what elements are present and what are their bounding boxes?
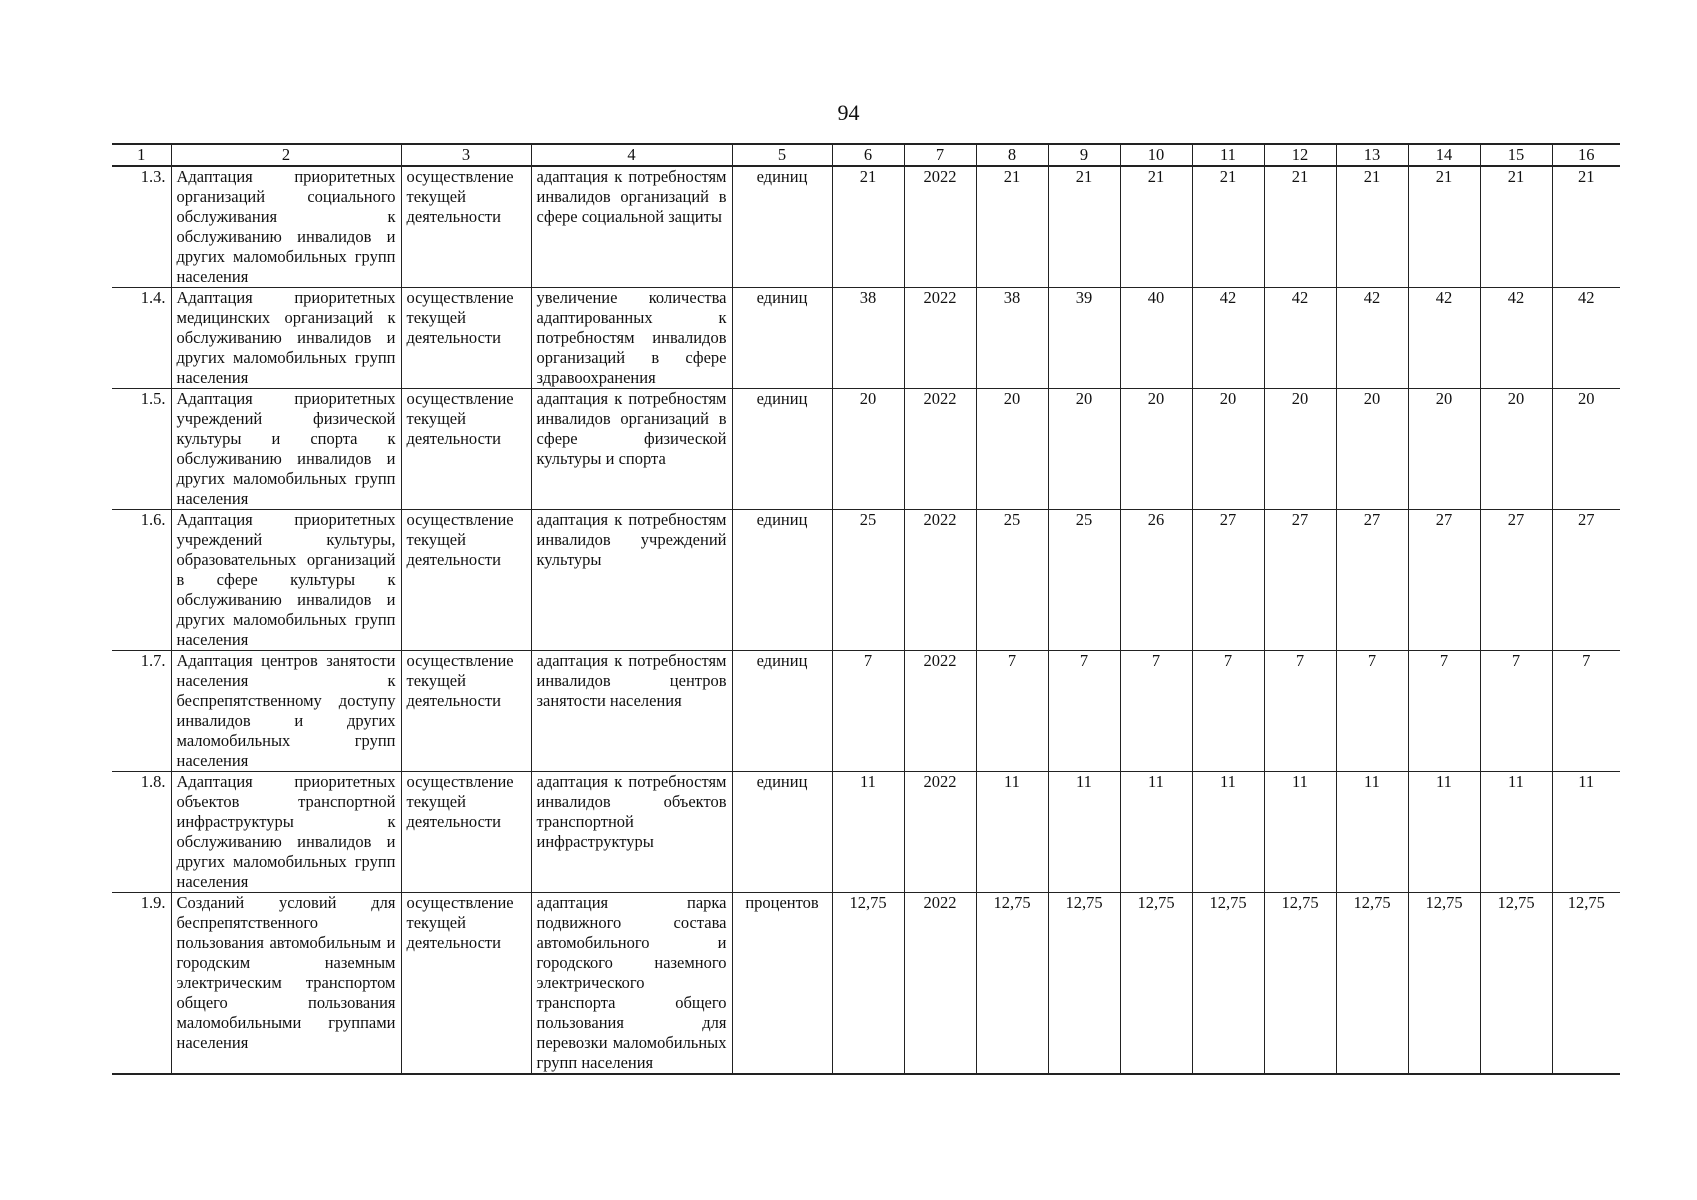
- table-row: [112, 651, 1620, 772]
- value-col-6: 12,75: [832, 893, 904, 1075]
- value-col-13: 20: [1336, 389, 1408, 510]
- row-number: 1.7.: [112, 651, 171, 772]
- value-col-10: 21: [1120, 166, 1192, 288]
- value-col-12: 12,75: [1264, 893, 1336, 1075]
- page-number: 94: [837, 100, 860, 125]
- row-number: 1.3.: [112, 166, 171, 288]
- value-col-16: 11: [1552, 772, 1620, 893]
- value-col-7: 2022: [904, 651, 976, 772]
- value-col-15: 11: [1480, 772, 1552, 893]
- value-col-14: 12,75: [1408, 893, 1480, 1075]
- value-col-9: 20: [1048, 389, 1120, 510]
- header-row: [112, 144, 1620, 166]
- table-row: [112, 166, 1620, 288]
- measure-description: адаптация к потребностям инвалидов центров занятости населения: [531, 651, 732, 772]
- column-header-5: 5: [732, 144, 832, 166]
- value-col-12: 27: [1264, 510, 1336, 651]
- column-header-9: 9: [1048, 144, 1120, 166]
- measure-name: Созданий условий для беспрепятственного пользования автомобильным и городским наземным электрическим транспортом общего пользования маломобильными группами населения: [171, 893, 401, 1075]
- measure-name: Адаптация приоритетных объектов транспортной инфраструктуры к обслуживанию инвалидов и других маломобильных групп населения: [171, 772, 401, 893]
- unit-of-measure: единиц: [732, 651, 832, 772]
- row-number: 1.4.: [112, 288, 171, 389]
- measure-description: адаптация парка подвижного состава автомобильного и городского наземного электрического транспорта общего пользования для перевозки маломобильных групп населения: [531, 893, 732, 1075]
- table-row: [112, 389, 1620, 510]
- column-header-12: 12: [1264, 144, 1336, 166]
- value-col-10: 20: [1120, 389, 1192, 510]
- measure-description: адаптация к потребностям инвалидов организаций в сфере социальной защиты: [531, 166, 732, 288]
- column-header-10: 10: [1120, 144, 1192, 166]
- value-col-14: 20: [1408, 389, 1480, 510]
- value-col-12: 7: [1264, 651, 1336, 772]
- value-col-13: 7: [1336, 651, 1408, 772]
- value-col-15: 12,75: [1480, 893, 1552, 1075]
- value-col-11: 27: [1192, 510, 1264, 651]
- value-col-10: 11: [1120, 772, 1192, 893]
- value-col-9: 12,75: [1048, 893, 1120, 1075]
- column-header-14: 14: [1408, 144, 1480, 166]
- unit-of-measure: единиц: [732, 772, 832, 893]
- value-col-7: 2022: [904, 893, 976, 1075]
- value-col-6: 20: [832, 389, 904, 510]
- value-col-15: 42: [1480, 288, 1552, 389]
- value-col-8: 12,75: [976, 893, 1048, 1075]
- column-header-13: 13: [1336, 144, 1408, 166]
- implementation-mechanism: осуществление текущей деятельности: [401, 772, 531, 893]
- value-col-6: 38: [832, 288, 904, 389]
- implementation-mechanism: осуществление текущей деятельности: [401, 166, 531, 288]
- table-row: [112, 772, 1620, 893]
- value-col-12: 21: [1264, 166, 1336, 288]
- column-header-1: 1: [112, 144, 171, 166]
- measure-description: увеличение количества адаптированных к потребностям инвалидов организаций в сфере здравоохранения: [531, 288, 732, 389]
- value-col-10: 26: [1120, 510, 1192, 651]
- value-col-8: 38: [976, 288, 1048, 389]
- measure-name: Адаптация центров занятости населения к беспрепятственному доступу инвалидов и других маломобильных групп населения: [171, 651, 401, 772]
- value-col-10: 12,75: [1120, 893, 1192, 1075]
- value-col-16: 21: [1552, 166, 1620, 288]
- value-col-8: 20: [976, 389, 1048, 510]
- implementation-mechanism: осуществление текущей деятельности: [401, 893, 531, 1075]
- value-col-8: 7: [976, 651, 1048, 772]
- value-col-9: 21: [1048, 166, 1120, 288]
- row-number: 1.9.: [112, 893, 171, 1075]
- column-header-6: 6: [832, 144, 904, 166]
- unit-of-measure: единиц: [732, 288, 832, 389]
- value-col-6: 21: [832, 166, 904, 288]
- value-col-12: 42: [1264, 288, 1336, 389]
- value-col-14: 11: [1408, 772, 1480, 893]
- value-col-7: 2022: [904, 288, 976, 389]
- column-header-4: 4: [531, 144, 732, 166]
- table-row: [112, 510, 1620, 651]
- measure-name: Адаптация приоритетных учреждений физической культуры и спорта к обслуживанию инвалидов и других маломобильных групп населения: [171, 389, 401, 510]
- value-col-16: 27: [1552, 510, 1620, 651]
- value-col-15: 7: [1480, 651, 1552, 772]
- column-header-15: 15: [1480, 144, 1552, 166]
- value-col-7: 2022: [904, 389, 976, 510]
- value-col-7: 2022: [904, 510, 976, 651]
- unit-of-measure: единиц: [732, 510, 832, 651]
- value-col-7: 2022: [904, 772, 976, 893]
- column-header-3: 3: [401, 144, 531, 166]
- value-col-13: 12,75: [1336, 893, 1408, 1075]
- value-col-13: 27: [1336, 510, 1408, 651]
- value-col-11: 11: [1192, 772, 1264, 893]
- row-number: 1.5.: [112, 389, 171, 510]
- value-col-7: 2022: [904, 166, 976, 288]
- value-col-15: 20: [1480, 389, 1552, 510]
- value-col-15: 21: [1480, 166, 1552, 288]
- row-number: 1.8.: [112, 772, 171, 893]
- table-row: [112, 893, 1620, 1075]
- value-col-6: 7: [832, 651, 904, 772]
- value-col-13: 11: [1336, 772, 1408, 893]
- value-col-8: 11: [976, 772, 1048, 893]
- table-row: [112, 288, 1620, 389]
- value-col-11: 42: [1192, 288, 1264, 389]
- implementation-mechanism: осуществление текущей деятельности: [401, 510, 531, 651]
- value-col-9: 11: [1048, 772, 1120, 893]
- value-col-6: 11: [832, 772, 904, 893]
- value-col-15: 27: [1480, 510, 1552, 651]
- unit-of-measure: единиц: [732, 166, 832, 288]
- value-col-14: 42: [1408, 288, 1480, 389]
- value-col-14: 7: [1408, 651, 1480, 772]
- measure-name: Адаптация приоритетных организаций социального обслуживания к обслуживанию инвалидов и других маломобильных групп населения: [171, 166, 401, 288]
- value-col-13: 42: [1336, 288, 1408, 389]
- measure-name: Адаптация приоритетных медицинских организаций к обслуживанию инвалидов и других маломобильных групп населения: [171, 288, 401, 389]
- row-number: 1.6.: [112, 510, 171, 651]
- value-col-9: 25: [1048, 510, 1120, 651]
- measure-description: адаптация к потребностям инвалидов учреждений культуры: [531, 510, 732, 651]
- measure-description: адаптация к потребностям инвалидов объектов транспортной инфраструктуры: [531, 772, 732, 893]
- implementation-mechanism: осуществление текущей деятельности: [401, 651, 531, 772]
- value-col-9: 7: [1048, 651, 1120, 772]
- column-header-11: 11: [1192, 144, 1264, 166]
- unit-of-measure: процентов: [732, 893, 832, 1075]
- value-col-16: 12,75: [1552, 893, 1620, 1075]
- measure-name: Адаптация приоритетных учреждений культуры, образовательных организаций в сфере культуры к обслуживанию инвалидов и других маломобильных групп населения: [171, 510, 401, 651]
- value-col-13: 21: [1336, 166, 1408, 288]
- measure-description: адаптация к потребностям инвалидов организаций в сфере физической культуры и спорта: [531, 389, 732, 510]
- value-col-16: 20: [1552, 389, 1620, 510]
- value-col-9: 39: [1048, 288, 1120, 389]
- value-col-8: 21: [976, 166, 1048, 288]
- indicators-table: [112, 143, 1620, 1075]
- implementation-mechanism: осуществление текущей деятельности: [401, 288, 531, 389]
- value-col-12: 11: [1264, 772, 1336, 893]
- value-col-10: 40: [1120, 288, 1192, 389]
- implementation-mechanism: осуществление текущей деятельности: [401, 389, 531, 510]
- value-col-16: 42: [1552, 288, 1620, 389]
- value-col-11: 20: [1192, 389, 1264, 510]
- value-col-11: 12,75: [1192, 893, 1264, 1075]
- column-header-7: 7: [904, 144, 976, 166]
- value-col-6: 25: [832, 510, 904, 651]
- value-col-14: 21: [1408, 166, 1480, 288]
- value-col-8: 25: [976, 510, 1048, 651]
- column-header-8: 8: [976, 144, 1048, 166]
- value-col-16: 7: [1552, 651, 1620, 772]
- column-header-2: 2: [171, 144, 401, 166]
- value-col-11: 7: [1192, 651, 1264, 772]
- value-col-11: 21: [1192, 166, 1264, 288]
- unit-of-measure: единиц: [732, 389, 832, 510]
- value-col-14: 27: [1408, 510, 1480, 651]
- table-body: [112, 166, 1620, 1074]
- value-col-10: 7: [1120, 651, 1192, 772]
- column-header-16: 16: [1552, 144, 1620, 166]
- value-col-12: 20: [1264, 389, 1336, 510]
